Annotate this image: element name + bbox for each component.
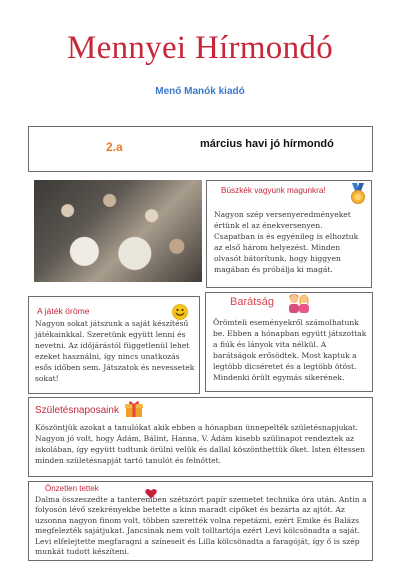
joy-heading: A játék öröme — [37, 306, 90, 316]
selfless-heading: Önzetlen tettek — [45, 484, 99, 493]
newspaper-title: Mennyei Hírmondó — [66, 30, 333, 66]
birthday-heading: Születésnaposaink — [35, 405, 119, 416]
class-label: 2.a — [106, 140, 123, 154]
publisher-label: Menő Manók kiadó — [155, 86, 245, 97]
selfless-text: Dalma összeszedte a tanteremben szétszórt papír szemetet technika óra után. Antin a folyosón lévő szekrényekbe betette a kinn maradt cipőket és bezárta az ajtót. Az uzsonna nagyon finom volt, többen szerették volna repetázni, ezért Emike és Balázs megfelezték sajátjukat. Jancsinak nem volt tolltartója ezért Levi kölcsönadta a saját. Levi elfelejtette megfaragni a színeseit és Lilla kölcsönadta a faragóját, így ő is szép munkát tudott készíteni. — [35, 495, 367, 557]
birthday-text: Köszöntjük azokat a tanulókat akik ebben a hónapban ünnepelték születésnapjukat. Nagyon jó volt, hogy Ádám, Bálint, Hanna, V. Ádám kisebb szülinapot rendeztek az iskolában, így együtt tudtunk örülni velük és dallal köszönthettük őket. Isten éltessen minden születésnapját tartó tanulót és felnőttet. — [35, 423, 365, 465]
proud-heading: Büszkék vagyunk magunkra! — [221, 186, 326, 195]
friends-icon — [287, 292, 311, 314]
friendship-heading: Barátság — [230, 296, 275, 308]
medal-icon — [348, 183, 368, 205]
heart-icon — [145, 484, 157, 495]
friendship-text: Örömteli eseményekről számolhatunk be. Ebben a hónapban együtt játszottak a fiúk és lányok vita nélkül. A barátságok erősödtek. Most kaptuk a legtöbb dicséretet és a legtöbb ötöst. Mindenki örült egymás sikerének. — [213, 318, 367, 382]
proud-text: Nagyon szép versenyeredményeket értünk el az énekversenyen. Csapatban is és egyénileg is elhoztuk az első három helyezést. Minden olvasót bátorítunk, hogy higgyen magában és próbálja ki magát. — [214, 210, 359, 274]
gift-icon — [125, 400, 143, 418]
class-photo — [34, 180, 202, 282]
joy-text: Nagyon sokat játszunk a saját készítésű játékainkkal. Szeretünk együtt lenni és nevetni. Az időjárástól függetlenül lehet ezeket használni, így nincs unatkozás esős időben sem. Játszatok és nevessetek sokat! — [35, 319, 195, 383]
issue-label: március havi jó hírmondó — [200, 138, 334, 150]
